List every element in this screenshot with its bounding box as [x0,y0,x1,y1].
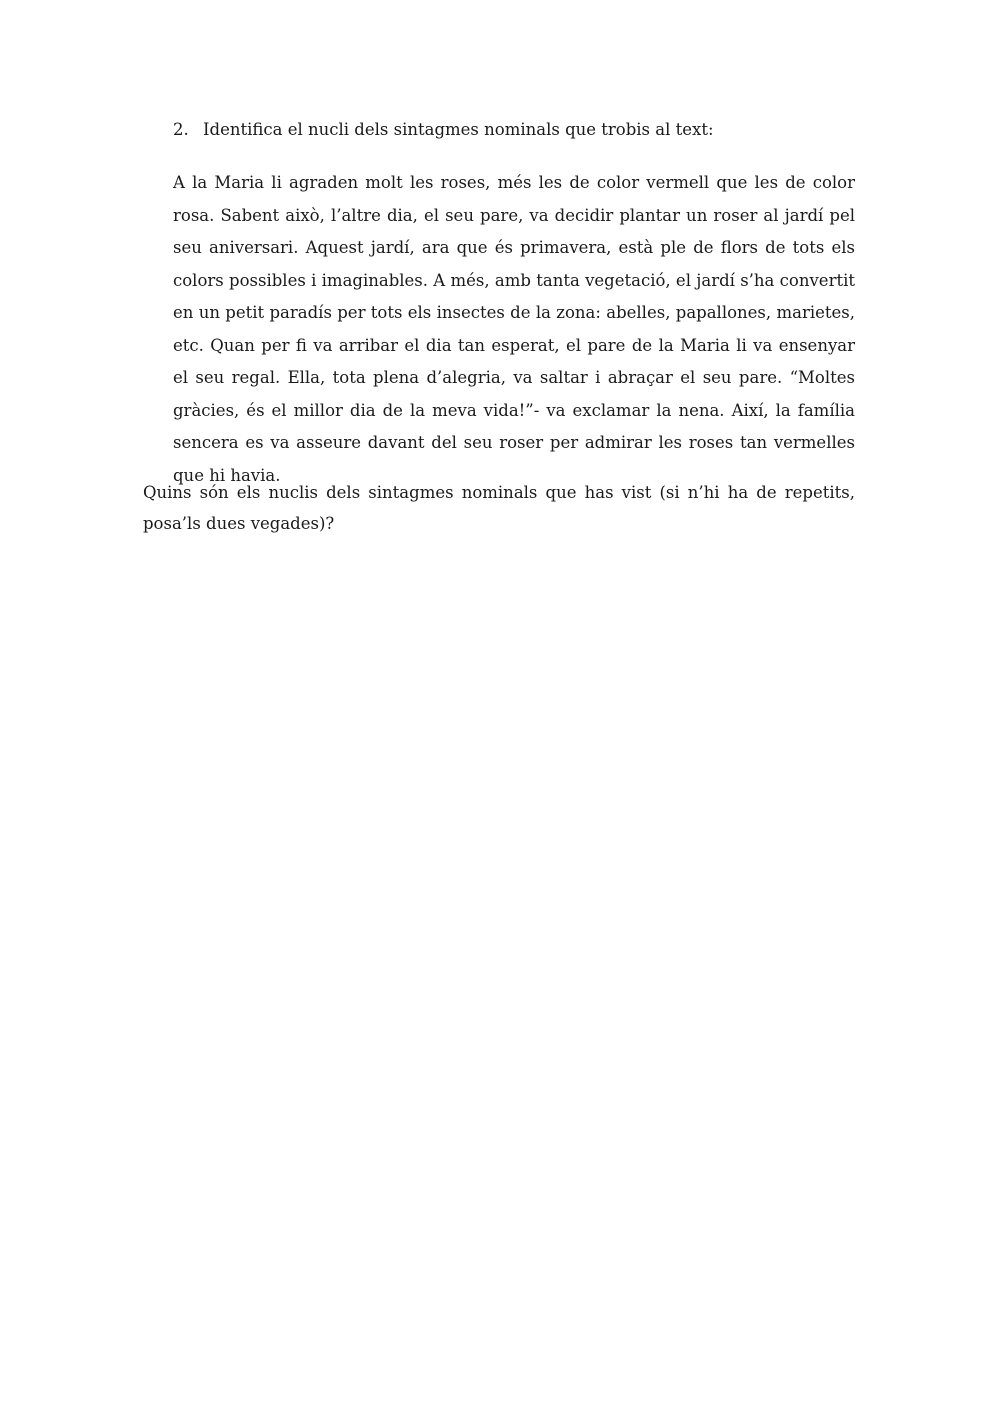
exercise-instruction: Identifica el nucli dels sintagmes nominals que trobis al text: [203,120,714,139]
exercise-number: 2. [173,120,189,139]
reading-passage: A la Maria li agraden molt les roses, més les de color vermell que les de color rosa. Sabent això, l’altre dia, el seu pare, va decidir plantar un roser al jardí pel seu aniversari. Aquest jardí, ara que és primavera, està ple de flors de tots els colors possibles i imaginables. A més, amb tanta vegetació, el jardí s’ha convertit en un petit paradís per tots els insectes de la zona: abelles, papallones, marietes, etc. Quan per fi va arribar el dia tan esperat, el pare de la Maria li va ensenyar el seu regal. Ella, tota plena d’alegria, va saltar i abraçar el seu pare. “Moltes gràcies, és el millor dia de la meva vida!”- va exclamar la nena. Així, la família sencera es va asseure davant del seu roser per admirar les roses tan vermelles que hi havia. [173,173,855,485]
question-text: Quins són els nuclis dels sintagmes nominals que has vist (si n’hi ha de repetits, posa’ls dues vegades)? [143,483,855,533]
exercise-heading [173,118,873,142]
